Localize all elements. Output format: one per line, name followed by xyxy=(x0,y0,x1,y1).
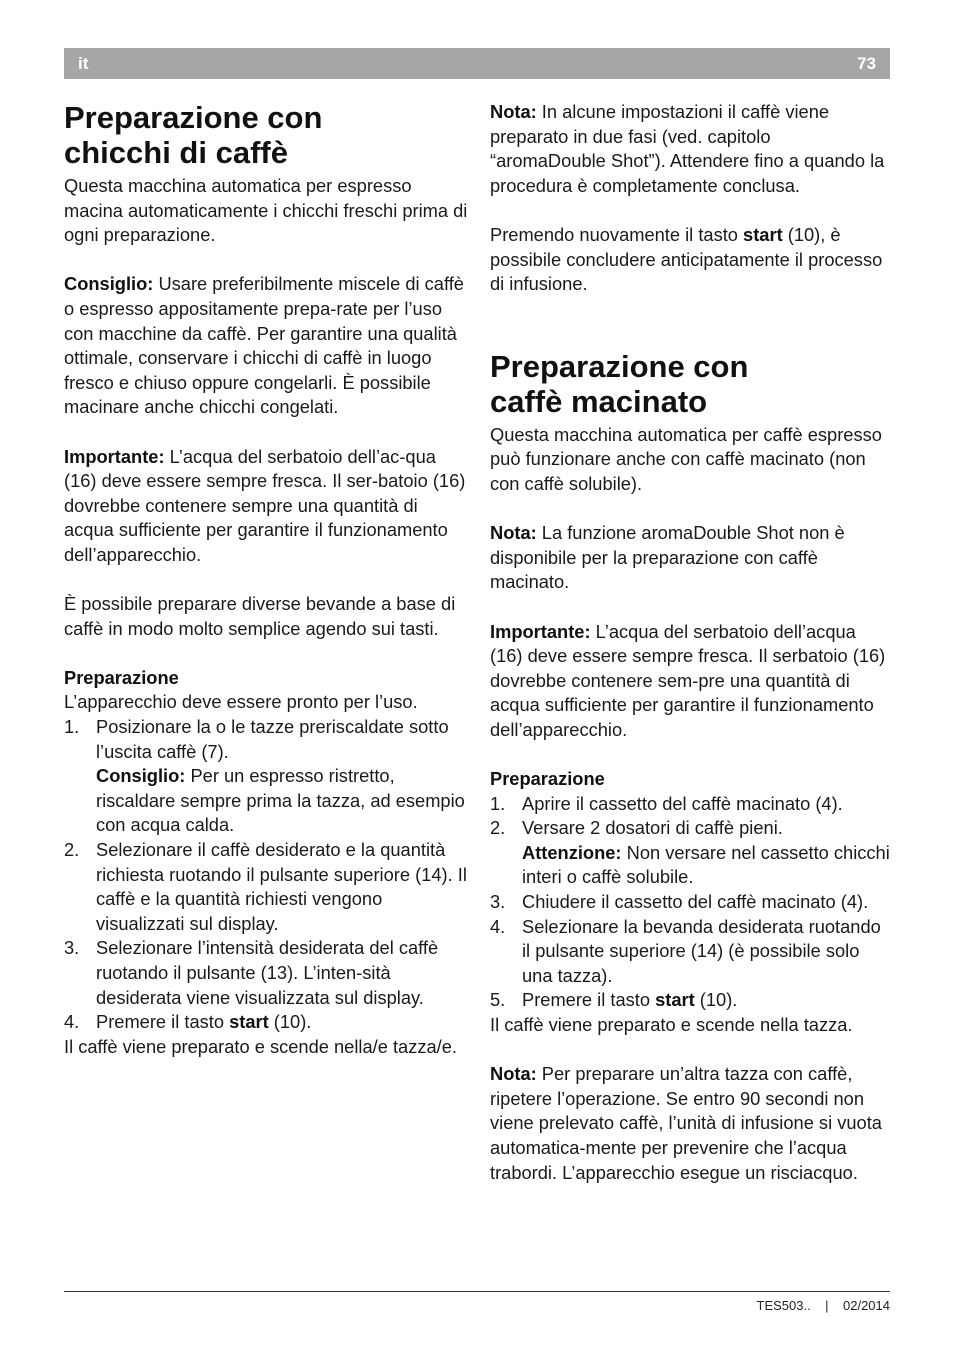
list-item: 5. Premere il tasto start (10). xyxy=(490,989,738,1011)
list-item: 4. Selezionare la bevanda desiderata ruotando il pulsante superiore (14) (è possibile solo una tazza). xyxy=(490,915,881,986)
list-item: 4. Premere il tasto start (10). xyxy=(64,1011,312,1033)
page-footer xyxy=(757,1298,891,1313)
outro-paragraph: Il caffè viene preparato e scende nella tazza. xyxy=(490,1014,853,1035)
drinks-paragraph: È possibile preparare diverse bevande a base di caffè in modo molto semplice agendo sui tasti. xyxy=(64,593,456,639)
important-paragraph: Importante: L’acqua del serbatoio dell’ac-qua (16) deve essere sempre fresca. Il ser-batoio (16) dovrebbe contenere sempre una quantità di acqua sufficiente per garantire il funzionamento dell’apparecchio. xyxy=(64,445,466,565)
note-paragraph: Nota: La funzione aromaDouble Shot non è disponibile per la preparazione con caffè macinato. xyxy=(490,522,845,593)
prep-heading: Preparazione xyxy=(64,666,179,688)
page-number: 73 xyxy=(857,54,876,73)
outro-paragraph: Il caffè viene preparato e scende nella/e tazza/e. xyxy=(64,1035,457,1057)
model-number: TES503.. xyxy=(756,1298,811,1313)
tip-paragraph: Consiglio: Usare preferibilmente miscele di caffè o espresso appositamente prepa-rate per l’uso con macchine da caffè. Per garantire una qualità ottimale, conservare i chicchi di caffè in luogo fresco e chiuso oppure congelarli. È possibile macinare anche chicchi congelati. xyxy=(64,273,464,418)
left-column xyxy=(64,100,469,1059)
prep-steps-list xyxy=(64,715,469,1035)
list-item: 3. Selezionare l’intensità desiderata del caffè ruotando il pulsante (13). L’inten-sità desiderata viene visualizzata sul display. xyxy=(64,937,439,1008)
section-title-ground: Preparazione con caffè macinato xyxy=(490,348,749,419)
prep-ready-text: L’apparecchio deve essere pronto per l’uso. xyxy=(64,691,418,713)
language-label: it xyxy=(78,54,89,73)
start-press-paragraph: Premendo nuovamente il tasto start (10), è possibile concludere anticipatamente il processo di infusione. xyxy=(490,223,883,295)
right-column xyxy=(490,100,890,1185)
note-paragraph: Nota: Per preparare un’altra tazza con caffè, ripetere l’operazione. Se entro 90 secondi non viene prelevato caffè, l’unità di infusione si vuota automatica-mente per prevenire che l’acqua trabordi. L’apparecchio esegue un risciacquo. xyxy=(490,1063,882,1183)
footer-divider xyxy=(64,1291,890,1292)
page-header-bar xyxy=(64,48,890,79)
list-item: 2. Selezionare il caffè desiderato e la quantità richiesta ruotando il pulsante superiore (14). Il caffè e la quantità richiesti vengono visualizzati sul display. xyxy=(64,839,467,934)
note-paragraph: Nota: In alcune impostazioni il caffè viene preparato in due fasi (ved. capitolo “aromaDouble Shot”). Attendere fino a quando la procedura è completamente conclusa. xyxy=(490,101,885,196)
section-title-beans: Preparazione con chicchi di caffè xyxy=(64,100,323,170)
footer-separator: | xyxy=(825,1298,829,1313)
list-item: 2. Versare 2 dosatori di caffè pieni. Attenzione: Non versare nel cassetto chicchi interi o caffè solubile. xyxy=(490,817,890,888)
prep-heading: Preparazione xyxy=(490,768,605,790)
list-item: 1. Aprire il cassetto del caffè macinato (4). xyxy=(490,792,843,814)
prep-steps-list xyxy=(490,792,890,1013)
list-item: 1. Posizionare la o le tazze preriscaldate sotto l’uscita caffè (7). Consiglio: Per un espresso ristretto, riscaldare sempre prima la tazza, ad esempio con acqua calda. xyxy=(64,716,465,836)
intro-paragraph: Questa macchina automatica per caffè espresso può funzionare anche con caffè macinato (non con caffè solubile). xyxy=(490,423,882,494)
footer-date: 02/2014 xyxy=(843,1298,890,1313)
list-item: 3. Chiudere il cassetto del caffè macinato (4). xyxy=(490,891,869,913)
important-paragraph: Importante: L’acqua del serbatoio dell’acqua (16) deve essere sempre fresca. Il serbatoio (16) dovrebbe contenere sem-pre una quantità di acqua sufficiente per garantire il funzionamento dell’apparecchio. xyxy=(490,620,886,740)
intro-paragraph: Questa macchina automatica per espresso macina automaticamente i chicchi freschi prima di ogni preparazione. xyxy=(64,175,468,246)
